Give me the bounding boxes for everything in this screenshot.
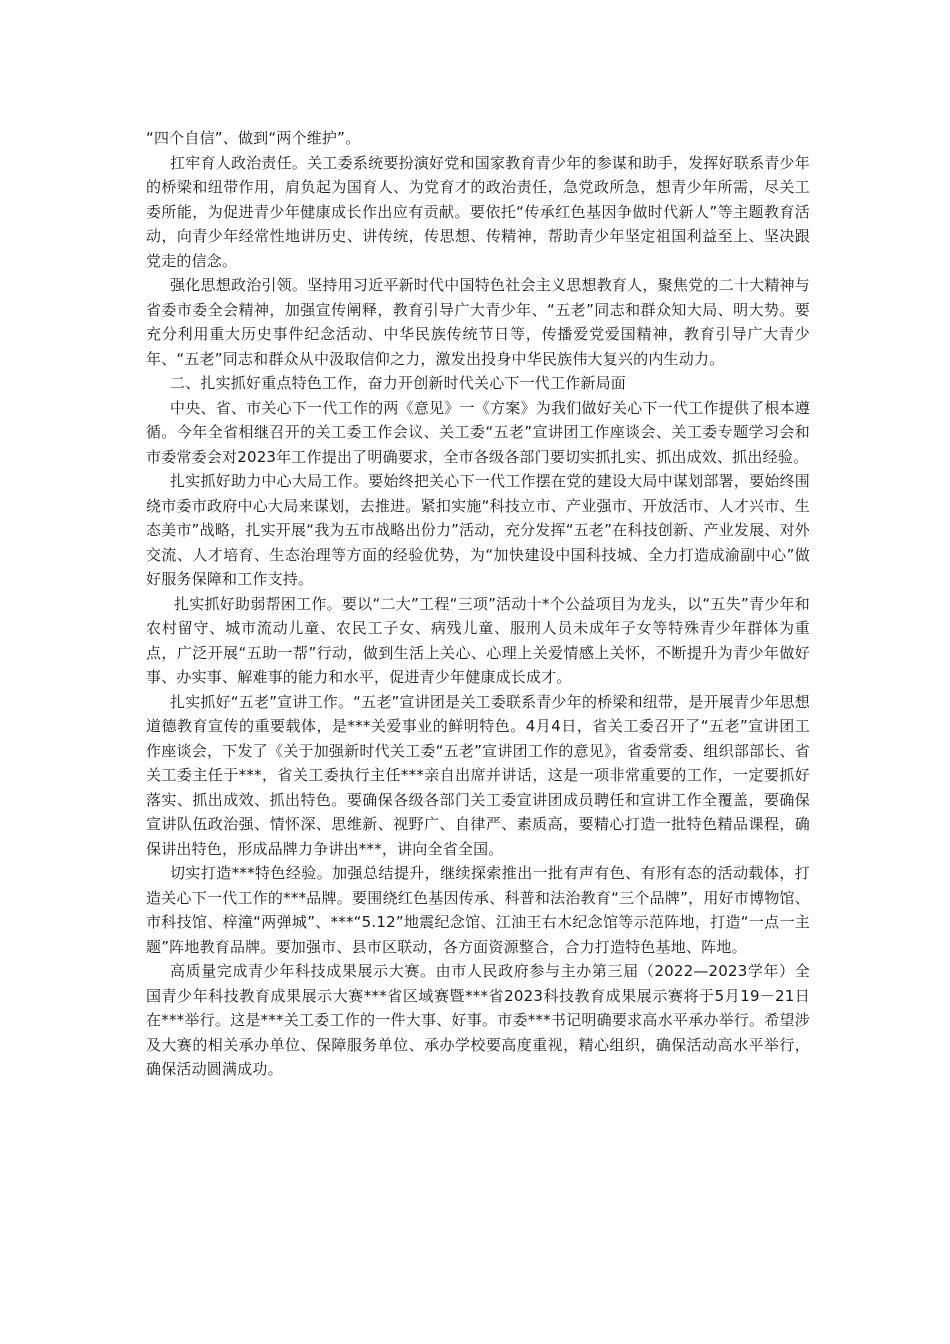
paragraph-7: 扎实抓好助弱帮困工作。要以“二大”工程“三项”活动十*个公益项目为龙头，以“五失”青少年和农村留守、城市流动儿童、农民工子女、病残儿童、服刑人员未成年子女等特殊青少年群体为重点，广泛开展“五助一帮”行动，做到生活上关心、心理上关爱情感上关怀，不断提升为青少年做好事、办实事、解难事的能力和水平，促进青少年健康成长成才。 bbox=[146, 594, 810, 686]
paragraph-9: 切实打造***特色经验。加强总结提升，继续探索推出一批有声有色、有形有态的活动载体，打造关心下一代工作的***品牌。要围绕红色基因传承、科普和法治教育“三个品牌”，用好市博物馆、市科技馆、梓潼“两弹城”、***“5.12”地震纪念馆、江油王右木纪念馆等示范阵地，打造“一点一主题”阵地教育品牌。要加强市、县市区联动，各方面资源整合，合力打造特色基地、阵地。 bbox=[146, 864, 810, 956]
section-heading: 二、扎实抓好重点特色工作，奋力开创新时代关心下一代工作新局面 bbox=[170, 374, 627, 392]
paragraph-2: 扛牢育人政治责任。关工委系统要扮演好党和国家教育青少年的参谋和助手，发挥好联系青少年的桥梁和纽带作用，肩负起为国育人、为党育才的政治责任，急党政所急，想青少年所需，尽关工委所能，为促进青少年健康成长作出应有贡献。要依托“传承红色基因争做时代新人”等主题教育活动，向青少年经常性地讲历史、讲传统，传思想、传精神，帮助青少年坚定祖国利益至上、坚决跟党走的信念。 bbox=[146, 153, 810, 270]
paragraph-6: 扎实抓好助力中心大局工作。要始终把关心下一代工作摆在党的建设大局中谋划部署，要始终围绕市委市政府中心大局来谋划，去推进。紧扣实施“科技立市、产业强市、开放活市、人才兴市、生态美市”战略，扎实开展“我为五市战略出份力”活动，充分发挥“五老”在科技创新、产业发展、对外交流、人才培育、生态治理等方面的经验优势，为“加快建设中国科技城、全力打造成渝副中心”做好服务保障和工作支持。 bbox=[146, 472, 810, 588]
paragraph-1: “四个自信”、做到“两个维护”。 bbox=[146, 129, 361, 147]
document-body bbox=[146, 126, 810, 1082]
paragraph-10: 高质量完成青少年科技成果展示大赛。由市人民政府参与主办第三届（2022—2023学年）全国青少年科技教育成果展示大赛***省区域赛暨***省2023科技教育成果展示赛将于5月19－21日在***举行。这是***关工委工作的一件大事、好事。市委***书记明确要求高水平承办举行。希望涉及大赛的相关承办单位、保障服务单位、承办学校要高度重视，精心组织，确保活动高水平举行，确保活动圆满成功。 bbox=[146, 962, 810, 1078]
paragraph-8: 扎实抓好“五老”宣讲工作。“五老”宣讲团是关工委联系青少年的桥梁和纽带，是开展青少年思想道德教育宣传的重要载体，是***关爱事业的鲜明特色。4月4日，省关工委召开了“五老”宣讲团工作座谈会，下发了《关于加强新时代关工委“五老”宣讲团工作的意见》，省委常委、组织部部长、省关工委主任于***，省关工委执行主任***亲自出席并讲话，这是一项非常重要的工作，一定要抓好落实、抓出成效、抓出特色。要确保各级各部门关工委宣讲团成员聘任和宣讲工作全覆盖，要确保宣讲队伍政治强、情怀深、思维新、视野广、自律严、素质高，要精心打造一批特色精品课程，确保讲出特色，形成品牌力争讲出***，讲向全省全国。 bbox=[146, 692, 810, 858]
paragraph-3: 强化思想政治引领。坚持用习近平新时代中国特色社会主义思想教育人，聚焦党的二十大精神与省委市委全会精神，加强宣传阐释，教育引导广大青少年、“五老”同志和群众知大局、明大势。要充分利用重大历史事件纪念活动、中华民族传统节日等，传播爱党爱国精神，教育引导广大青少年、“五老”同志和群众从中汲取信仰之力，激发出投身中华民族伟大复兴的内生动力。 bbox=[146, 276, 810, 368]
paragraph-5: 中央、省、市关心下一代工作的两《意见》一《方案》为我们做好关心下一代工作提供了根本遵循。今年全省相继召开的关工委工作会议、关工委“五老”宣讲团工作座谈会、关工委专题学习会和市委常委会对2023年工作提出了明确要求，全市各级各部门要切实抓扎实、抓出成效、抓出经验。 bbox=[146, 398, 810, 466]
